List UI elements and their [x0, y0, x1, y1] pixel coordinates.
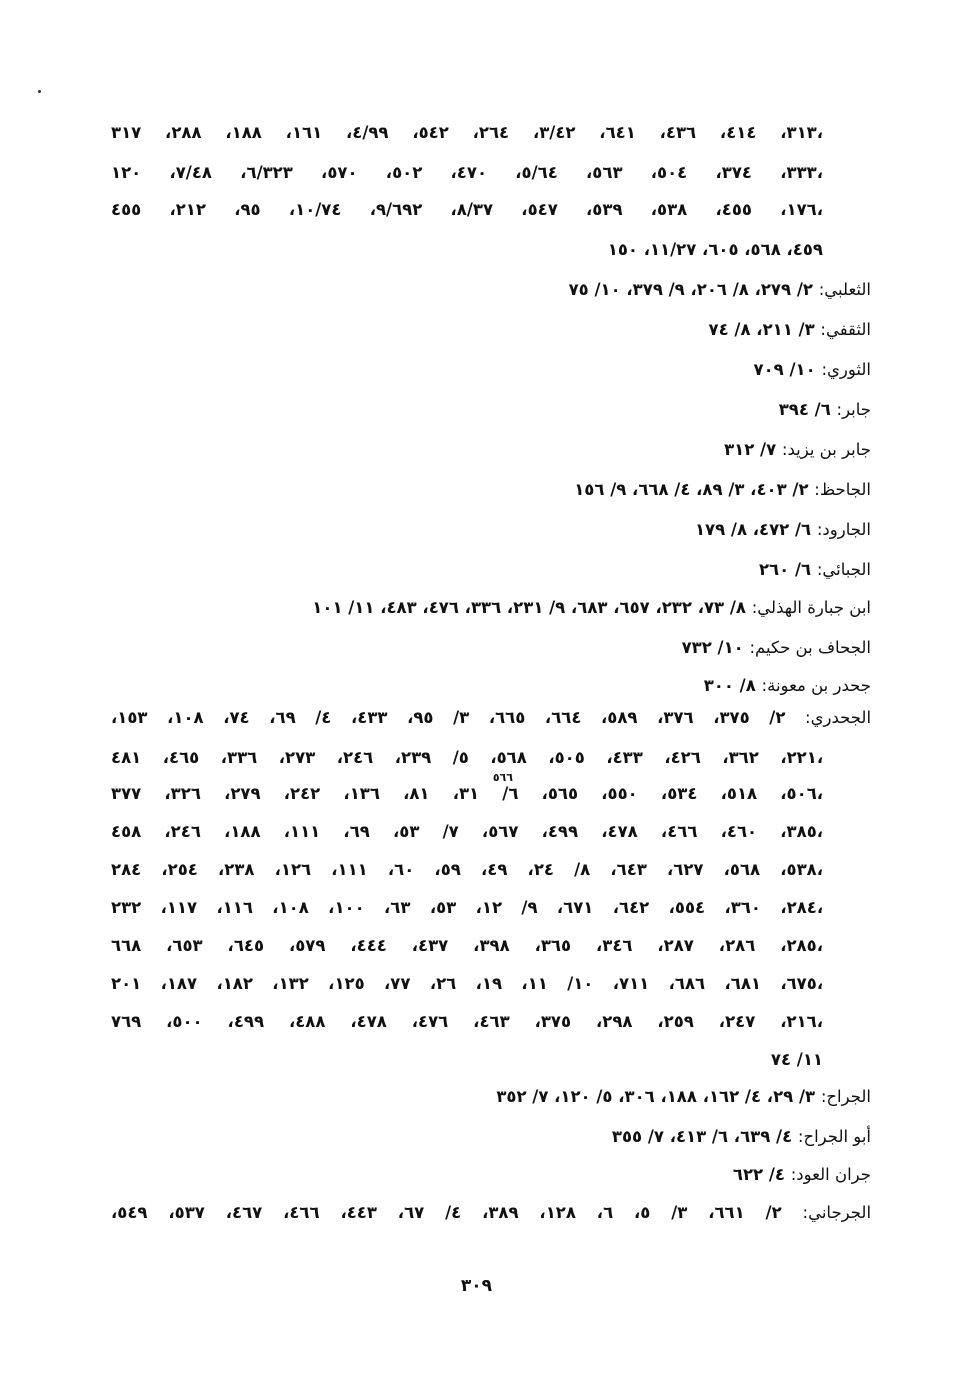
- entry-references: ٤٥٩، ٥٦٨، ٦٠٥، ١١/٢٧، ١٥٠: [607, 240, 823, 259]
- index-entry-continuation: [111, 161, 823, 185]
- entry-name: الثوري:: [821, 360, 871, 379]
- entry-references: ٢/ ٣٧٥، ٣٧٦، ٥٨٩، ٦٦٤، ٦٦٥، ٣/ ٩٥، ٤٣٣، ٤/ ٦٩، ٧٤، ١٠٨، ١٥٣،: [111, 708, 806, 727]
- index-entry: [111, 1163, 871, 1187]
- entry-name: جابر بن يزيد:: [781, 440, 871, 459]
- entry-references: ٣٨٥، ٤٦٠، ٤٦٦، ٤٧٨، ٤٩٩، ٥٦٧، ٧/ ٥٣، ٦٩، ١١١، ١٨٨، ٢٤٦، ٤٥٨،: [111, 822, 824, 841]
- index-entry: [111, 1085, 871, 1109]
- index-entry-continuation: [111, 121, 823, 145]
- index-entry: [111, 518, 871, 542]
- entry-references: ٤/ ٦٣٩، ٦/ ٤١٣، ٧/ ٣٥٥: [611, 1127, 798, 1146]
- index-entry: [111, 478, 871, 502]
- entry-references: ٣١٣، ٤١٤، ٤٣٦، ٦٤١، ٣/٤٢، ٢٦٤، ٥٤٢، ٤/٩٩، ١٦١، ١٨٨، ٢٨٨، ٣١٧،: [111, 123, 823, 142]
- index-entry-continuation: [111, 896, 823, 920]
- entry-references: ٣٣٣، ٣٧٤، ٥٠٤، ٥٦٣، ٥/٦٤، ٤٧٠، ٥٠٢، ٥٧٠، ٦/٣٢٣، ٧/٤٨، ١٢٠،: [111, 163, 823, 182]
- entry-references: ١٠/ ٧٠٩: [753, 360, 822, 379]
- entry-name: الجحدري:: [805, 708, 872, 727]
- index-entry-continuation: [111, 238, 823, 262]
- entry-references: ٥٠٦، ٥١٨، ٥٣٤، ٥٥٠، ٥٦٥، ٦/ ٣١، ٨١، ١٣٦، ٢٤٢، ٢٧٩، ٣٢٦، ٣٧٧،: [111, 784, 824, 803]
- entry-references: ٢/ ٢٧٩، ٨/ ٢٠٦، ٩/ ٣٧٩، ١٠/ ٧٥: [568, 280, 819, 299]
- entry-references: ٨/ ٣٠٠: [703, 676, 762, 695]
- entry-name: الجبائي:: [816, 560, 871, 579]
- entry-references: ٨/ ٧٣، ٢٣٢، ٦٥٧، ٦٨٣، ٩/ ٢٣١، ٣٣٦، ٤٧٦، ٤٨٣، ١١/ ١٠١: [312, 598, 752, 617]
- entry-name: الجرجاني:: [802, 1203, 872, 1222]
- entry-name: جابر:: [836, 400, 871, 419]
- index-entry-continuation: [111, 746, 823, 770]
- entry-name: الثقفي:: [820, 320, 871, 339]
- index-entry-continuation: [111, 820, 823, 844]
- entry-references: ٦/ ٣٩٤: [778, 400, 837, 419]
- entry-references: ٢/ ٦٦١، ٣/ ٥، ٦، ١٢٨، ٣٨٩، ٤/ ٦٧، ٤٤٣، ٤٦٦، ٤٦٧، ٥٣٧، ٥٤٩،: [111, 1203, 803, 1222]
- index-entry: [111, 438, 871, 462]
- entry-references: ١٠/ ٧٣٢: [681, 638, 750, 657]
- entry-name: الثعلبي:: [818, 280, 871, 299]
- entry-references: ٥٣٨، ٥٦٨، ٦٢٧، ٦٤٣، ٨/ ٢٤، ٤٩، ٥٩، ٦٠، ١١١، ١٢٦، ٢٣٨، ٢٥٤، ٢٨٤،: [111, 860, 823, 879]
- index-entry: [111, 636, 871, 660]
- page-number: ٣٠٩: [460, 1276, 493, 1296]
- index-entry: [111, 674, 871, 698]
- entry-references: ٧/ ٣١٢: [724, 440, 782, 459]
- entry-references: ١١/ ٧٤: [770, 1050, 823, 1069]
- index-entry-continuation: [111, 858, 823, 882]
- entry-name: ابن جبارة الهذلي:: [751, 598, 871, 617]
- index-entry: [111, 1125, 871, 1149]
- entry-name: الجاحظ:: [814, 480, 871, 499]
- entry-references: ٢٨٤، ٣٦٠، ٥٥٤، ٦٤٢، ٦٧١، ٩/ ١٢، ٥٣، ٦٣، ١٠٠، ١٠٨، ١١٦، ١١٧، ٢٣٢،: [111, 898, 824, 917]
- index-entry-continuation: [111, 1010, 823, 1034]
- index-entry-continuation: [111, 934, 823, 958]
- stray-ink-mark: [38, 90, 41, 93]
- entry-references: ٦/ ٢٦٠: [758, 560, 817, 579]
- superscript-correction: ٥٦٦: [492, 771, 513, 784]
- index-entry-continuation: [111, 198, 823, 222]
- index-entry: [111, 1201, 871, 1225]
- entry-references: ١٧٦، ٤٥٥، ٥٣٨، ٥٣٩، ٥٤٧، ٨/٣٧، ٩/٦٩٢، ١٠/٧٤، ٩٥، ٢١٢، ٤٥٥،: [111, 200, 823, 219]
- entry-references: ٣/ ٢٩، ٤/ ١٦٢، ١٨٨، ٣٠٦، ٥/ ١٢٠، ٧/ ٣٥٢: [496, 1087, 821, 1106]
- index-entry-continuation: [111, 1048, 823, 1072]
- entry-name: جران العود:: [790, 1165, 871, 1184]
- index-entry: [111, 558, 871, 582]
- entry-references: ٢٨٥، ٢٨٦، ٢٨٧، ٣٤٦، ٣٦٥، ٣٩٨، ٤٣٧، ٤٤٤، ٥٧٩، ٦٤٥، ٦٥٣، ٦٦٨،: [111, 936, 823, 955]
- index-entry: [111, 278, 871, 302]
- index-entry: [111, 358, 871, 382]
- entry-references: ٢١٦، ٢٤٧، ٢٥٩، ٢٩٨، ٣٧٥، ٤٦٣، ٤٧٦، ٤٧٨، ٤٨٨، ٤٩٩، ٥٠٠، ٧٦٩،: [111, 1012, 823, 1031]
- entry-name: الجراح:: [820, 1087, 871, 1106]
- entry-name: الجحاف بن حكيم:: [749, 638, 871, 657]
- entry-name: جحدر بن معونة:: [761, 676, 871, 695]
- entry-references: ٣/ ٢١١، ٨/ ٧٤: [708, 320, 821, 339]
- entry-name: أبو الجراح:: [797, 1127, 871, 1146]
- entry-references: ٢٢١، ٣٦٢، ٤٢٦، ٤٣٣، ٥٠٥، ٥٦٨، ٥/ ٢٣٩، ٢٤٦، ٢٧٣، ٣٣٦، ٤٦٥، ٤٨١،: [111, 748, 824, 767]
- entry-references: ٤/ ٦٢٢: [732, 1165, 791, 1184]
- index-entry-continuation: [111, 972, 823, 996]
- index-entry: [111, 596, 871, 620]
- entry-references: ٦/ ٤٧٢، ٨/ ١٧٩: [694, 520, 817, 539]
- index-entry: [111, 706, 871, 730]
- entry-references: ٦٧٥، ٦٨١، ٦٨٦، ٧١١، ١٠/ ١١، ١٩، ٢٦، ٧٧، ١٢٥، ١٣٢، ١٨٢، ١٨٧، ٢٠١،: [111, 974, 824, 993]
- index-entry: [111, 318, 871, 342]
- index-entry-continuation: [111, 782, 823, 806]
- entry-name: الجارود:: [816, 520, 871, 539]
- entry-references: ٢/ ٤٠٣، ٣/ ٨٩، ٤/ ٦٦٨، ٩/ ١٥٦: [574, 480, 815, 499]
- index-entry: [111, 398, 871, 422]
